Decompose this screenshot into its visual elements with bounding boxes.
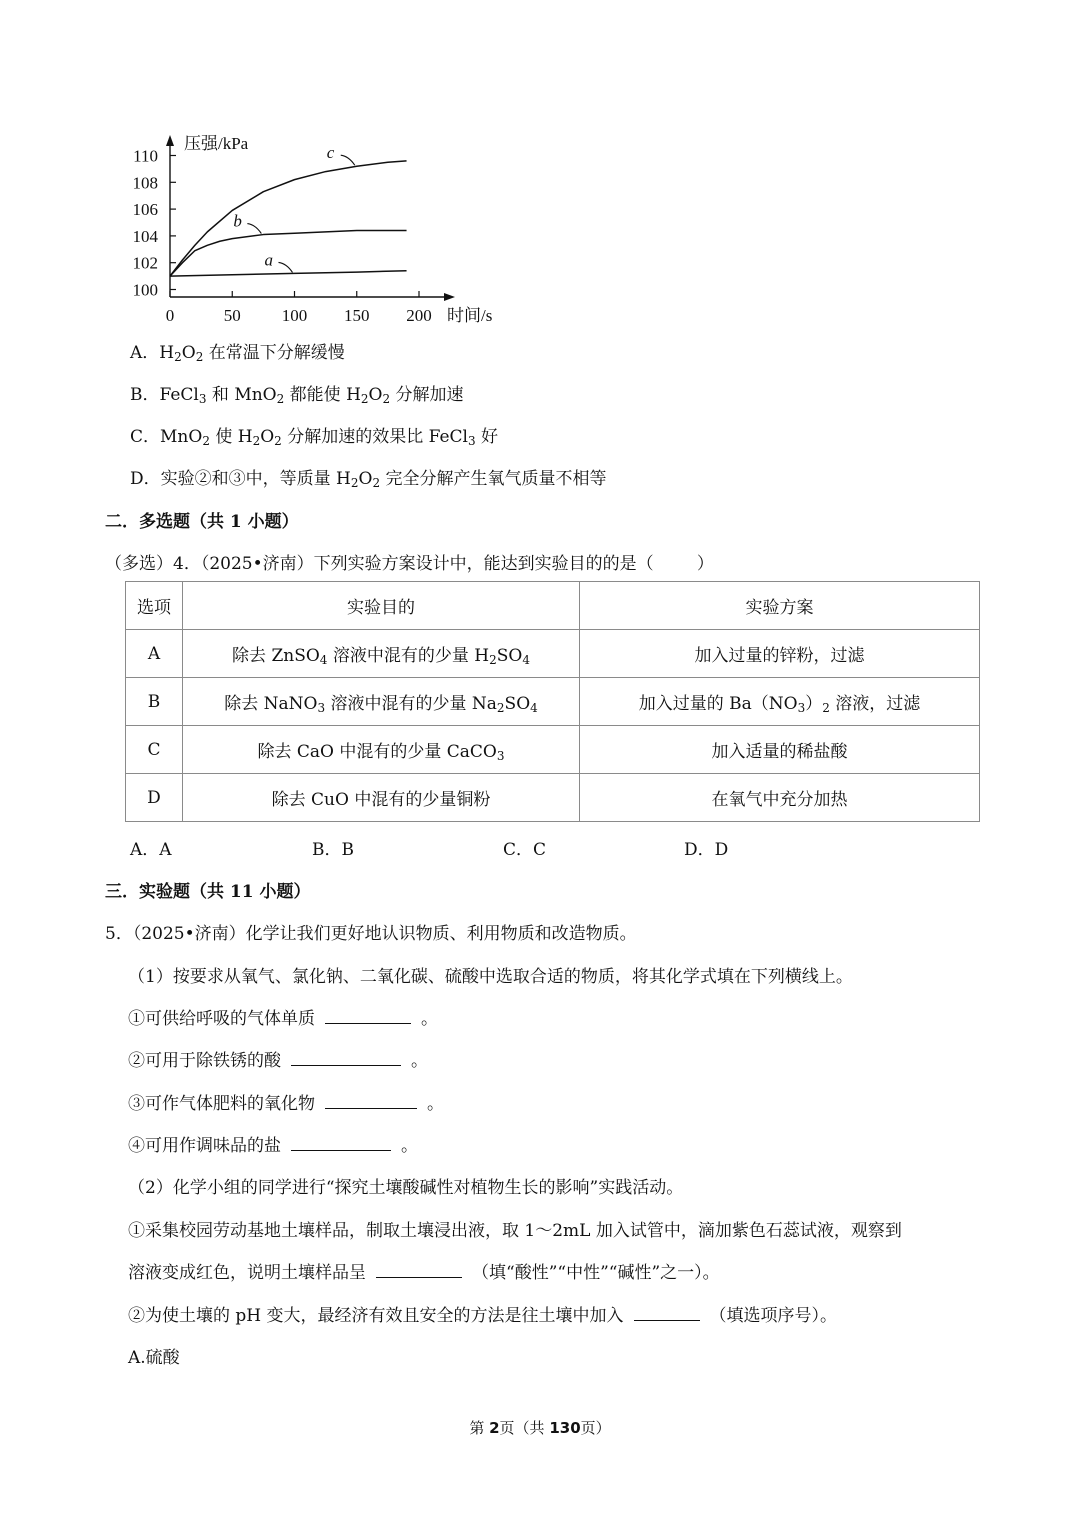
q4-stem: （多选）4．（2025•济南）下列实验方案设计中，能达到实验目的的是（ ） — [105, 554, 714, 574]
item-text: ③可作气体肥料的氧化物 — [128, 1094, 315, 1114]
option-letter: D． — [130, 469, 161, 489]
cell-option: A — [126, 630, 183, 678]
answer-blank[interactable] — [634, 1305, 700, 1321]
subscript: 3 — [468, 434, 476, 448]
x-tick-label: 50 — [223, 306, 241, 325]
x-tick-label: 150 — [344, 306, 370, 325]
q5-part1: （1）按要求从氧气、氯化钠、二氧化碳、硫酸中选取合适的物质，将其化学式填在下列横线上。 — [128, 967, 853, 987]
subscript: 2 — [276, 392, 285, 406]
option-text: 实验②和③中，等质量 $H_2O_2$ 完全分解产生氧气质量不相等 — [160, 469, 607, 490]
footer-post: 页） — [580, 1419, 611, 1437]
total-pages: 130 — [549, 1419, 581, 1437]
cell-purpose: 除去 CaO 中混有的少量 CaCO$_3$ — [183, 726, 580, 774]
subscript: 3 — [797, 701, 806, 715]
y-tick-label: 108 — [132, 173, 158, 193]
cell-plan: 在氧气中充分加热 — [580, 774, 980, 822]
answer-a: A．A — [130, 840, 172, 860]
answer-blank[interactable] — [325, 1008, 411, 1024]
subscript: 2 — [360, 392, 369, 406]
subscript: 3 — [496, 749, 505, 763]
series-a-leader — [279, 262, 293, 272]
pressure-time-chart — [0, 0, 520, 340]
subscript: 2 — [350, 476, 359, 490]
y-axis-label: 压强/kPa — [184, 134, 249, 153]
subscript: 2 — [274, 434, 282, 448]
option-d — [130, 464, 607, 489]
q5-sub1-line1: ①采集校园劳动基地土壤样品，制取土壤浸出液，取 1～2mL 加入试管中，滴加紫色石蕊试液，观察到 — [128, 1221, 902, 1241]
cell-purpose: 除去 CuO 中混有的少量铜粉 — [183, 774, 580, 822]
q5-item-2 — [128, 1046, 428, 1071]
cell-purpose: 除去 ZnSO$_4$ 溶液中混有的少量 $H_2SO_4$ — [183, 630, 580, 678]
q5-item-3 — [128, 1089, 444, 1114]
footer-mid: 页（共 — [499, 1419, 550, 1437]
answer-blank[interactable] — [291, 1050, 401, 1066]
header-purpose: 实验目的 — [183, 582, 580, 630]
y-tick-label: 102 — [132, 253, 158, 273]
series-b-leader — [247, 224, 261, 234]
option-text: MnO$_2$ 使 $H_2O_2$ 分解加速的效果比 FeCl$_3$ 好 — [160, 427, 499, 448]
table-row — [126, 726, 980, 774]
option-c — [130, 422, 498, 447]
period: 。 — [411, 1051, 428, 1071]
header-plan: 实验方案 — [580, 582, 980, 630]
item-text: ④可用作调味品的盐 — [128, 1136, 281, 1156]
subscript: 3 — [317, 701, 326, 715]
cell-plan: 加入适量的稀盐酸 — [580, 726, 980, 774]
y-tick-label: 104 — [132, 226, 158, 246]
subscript: 2 — [372, 476, 381, 490]
series-a-line — [170, 271, 407, 276]
x-tick-label: 200 — [406, 306, 432, 325]
period: 。 — [421, 1009, 438, 1029]
cell-option: B — [126, 678, 183, 726]
header-option: 选项 — [126, 582, 183, 630]
y-tick-label: 106 — [132, 200, 158, 220]
table-row — [126, 630, 980, 678]
subscript: 4 — [522, 653, 530, 667]
option-letter: B． — [130, 385, 160, 405]
answer-d: D．D — [684, 840, 729, 860]
table-row — [126, 774, 980, 822]
cell-option: C — [126, 726, 183, 774]
page-number: 2 — [489, 1419, 500, 1437]
series-b-label: b — [233, 211, 242, 231]
table-row — [126, 678, 980, 726]
cell-option: D — [126, 774, 183, 822]
q5-sub2 — [128, 1301, 837, 1326]
option-a — [130, 338, 345, 363]
item-text: ②可用于除铁锈的酸 — [128, 1051, 281, 1071]
y-tick-label: 100 — [132, 280, 158, 300]
period: 。 — [427, 1094, 444, 1114]
series-layer — [170, 143, 407, 276]
x-ticks — [166, 291, 432, 325]
subscript: 2 — [195, 350, 204, 364]
subscript: 2 — [382, 392, 391, 406]
x-axis-label: 时间/s — [447, 306, 493, 325]
y-tick-label: 110 — [133, 146, 158, 166]
subscript: 4 — [530, 701, 538, 715]
answer-b: B．B — [312, 840, 354, 860]
x-tick-label: 100 — [281, 306, 308, 325]
table-header-row — [126, 582, 980, 630]
sub2-hint: （填选项序号）。 — [709, 1306, 838, 1326]
series-c-leader — [341, 155, 355, 165]
answer-blank[interactable] — [291, 1135, 391, 1151]
series-c-label: c — [326, 143, 335, 163]
option-letter: A． — [130, 343, 160, 363]
q5-stem: 5．（2025•济南）化学让我们更好地认识物质、利用物质和改造物质。 — [105, 924, 637, 944]
footer-pre: 第 — [469, 1419, 490, 1437]
option-text: $H_2O_2$ 在常温下分解缓慢 — [159, 343, 345, 364]
subscript: 2 — [252, 434, 261, 448]
option-text: FeCl$_3$ 和 MnO$_2$ 都能使 $H_2O_2$ 分解加速 — [159, 385, 464, 406]
q5-part2: （2）化学小组的同学进行“探究土壤酸碱性对植物生长的影响”实践活动。 — [128, 1178, 684, 1198]
sub1-hint: （填“酸性”“中性”“碱性”之一）。 — [472, 1263, 720, 1283]
q4-table — [125, 581, 980, 822]
subscript: 2 — [202, 434, 210, 448]
subscript: 2 — [822, 701, 830, 715]
cell-plan: 加入过量的 $Ba(NO_3)_2$ 溶液，过滤 — [580, 678, 980, 726]
page-footer — [0, 1417, 1080, 1438]
option-b — [130, 380, 464, 405]
answer-blank[interactable] — [376, 1262, 462, 1278]
subscript: 2 — [174, 350, 182, 364]
cell-plan: 加入过量的锌粉，过滤 — [580, 630, 980, 678]
section-2-title: 二．多选题（共 1 小题） — [105, 512, 299, 532]
series-c-line — [170, 161, 407, 276]
series-b-line — [170, 231, 407, 277]
series-a-label: a — [264, 250, 273, 270]
period: 。 — [401, 1136, 418, 1156]
answer-blank[interactable] — [325, 1093, 417, 1109]
q5-item-4 — [128, 1131, 418, 1156]
section-3-title: 三．实验题（共 11 小题） — [105, 882, 311, 902]
q5-sub1-line2 — [128, 1258, 720, 1283]
item-text: ①可供给呼吸的气体单质 — [128, 1009, 315, 1029]
cell-purpose: 除去 NaNO$_3$ 溶液中混有的少量 $Na_2SO_4$ — [183, 678, 580, 726]
answer-c: C．C — [503, 840, 547, 860]
subscript: 4 — [319, 653, 328, 667]
option-letter: C． — [130, 427, 161, 447]
q5-item-1 — [128, 1004, 438, 1029]
subscript: 2 — [489, 653, 497, 667]
sub1-text: 溶液变成红色，说明土壤样品呈 — [128, 1263, 366, 1283]
sub2-text: ②为使土壤的 pH 变大，最经济有效且安全的方法是往土壤中加入 — [128, 1306, 624, 1326]
x-axis — [170, 293, 455, 301]
x-tick-label: 0 — [165, 306, 175, 325]
subscript: 3 — [198, 392, 207, 406]
subscript: 2 — [496, 701, 505, 715]
q5-option-a: A.硫酸 — [128, 1348, 180, 1368]
